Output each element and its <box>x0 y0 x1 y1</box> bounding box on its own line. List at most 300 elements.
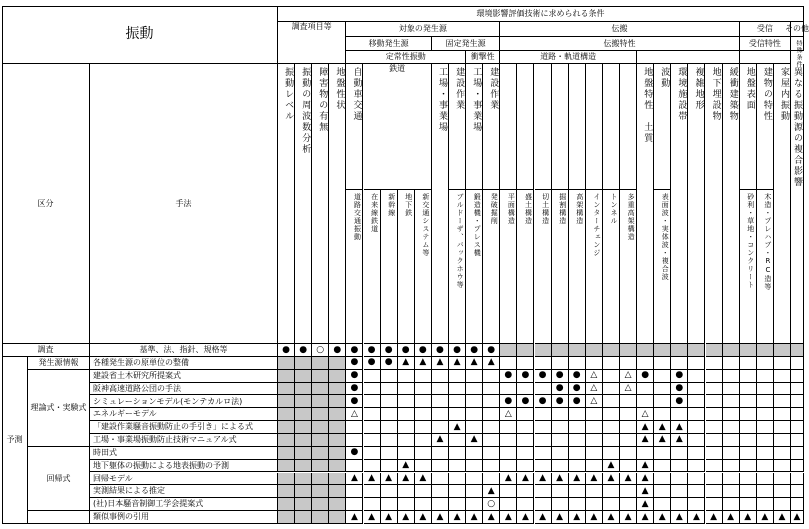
col-head-20 <box>620 64 637 190</box>
mark-13-27: ▲ <box>740 511 757 524</box>
mark-11-8 <box>415 485 432 498</box>
mark-13-29: ▲ <box>774 511 791 524</box>
mark-11-6 <box>381 485 398 498</box>
mark-8-18 <box>586 447 603 460</box>
mark-12-20 <box>620 498 637 511</box>
mark-2-19 <box>603 370 620 383</box>
mark-6-7 <box>398 421 415 434</box>
mark-11-21: ▲ <box>637 485 654 498</box>
mark-11-26 <box>723 485 740 498</box>
mark-0-22 <box>654 344 671 357</box>
mark-8-29 <box>774 447 791 460</box>
mark-6-24 <box>688 421 705 434</box>
mark-12-15 <box>535 498 552 511</box>
mark-6-25 <box>706 421 723 434</box>
col-sub-4: 道路交通振動 <box>346 190 363 344</box>
mark-5-26 <box>723 408 740 421</box>
col-head-18 <box>586 64 603 190</box>
mark-1-25 <box>706 357 723 370</box>
mark-6-23: ▲ <box>671 421 688 434</box>
mark-0-18 <box>586 344 603 357</box>
mark-9-22 <box>654 460 671 473</box>
mark-11-7 <box>398 485 415 498</box>
mark-9-5 <box>364 460 381 473</box>
mark-2-13: ● <box>500 370 517 383</box>
mark-0-24 <box>688 344 705 357</box>
mark-10-20: ▲ <box>620 473 637 486</box>
mark-1-3 <box>329 357 346 370</box>
mark-5-5 <box>364 408 381 421</box>
mark-0-0: ● <box>278 344 295 357</box>
mark-5-4: △ <box>346 408 363 421</box>
mark-3-10 <box>449 383 466 396</box>
mark-2-11 <box>466 370 483 383</box>
mark-10-13: ▲ <box>500 473 517 486</box>
mark-3-29 <box>774 383 791 396</box>
mark-12-6 <box>381 498 398 511</box>
mark-12-3 <box>329 498 346 511</box>
mark-5-14 <box>517 408 534 421</box>
mark-13-17: ▲ <box>569 511 586 524</box>
mark-3-26 <box>723 383 740 396</box>
mark-2-8 <box>415 370 432 383</box>
mark-1-13 <box>500 357 517 370</box>
mark-0-7: ● <box>398 344 415 357</box>
mark-10-5: ▲ <box>364 473 381 486</box>
mark-3-20: △ <box>620 383 637 396</box>
mark-4-8 <box>415 395 432 408</box>
mark-9-2 <box>312 460 329 473</box>
mark-9-6 <box>381 460 398 473</box>
mark-11-20 <box>620 485 637 498</box>
col-sub-5: 在来線鉄道 <box>364 190 381 344</box>
mark-5-25 <box>706 408 723 421</box>
mark-11-19 <box>603 485 620 498</box>
mark-3-11 <box>466 383 483 396</box>
col-head-0: 振動レベル <box>278 64 295 344</box>
mark-13-23: ▲ <box>671 511 688 524</box>
mark-6-11 <box>466 421 483 434</box>
mark-6-5 <box>364 421 381 434</box>
mark-5-6 <box>381 408 398 421</box>
mark-1-16 <box>552 357 569 370</box>
mark-7-0 <box>278 434 295 447</box>
mark-11-4 <box>346 485 363 498</box>
group-ido: 移動発生源 <box>346 37 432 51</box>
mark-9-27 <box>740 460 757 473</box>
col-head-23: 環境施設帯 <box>671 64 688 344</box>
mark-10-23 <box>671 473 688 486</box>
mark-3-27 <box>740 383 757 396</box>
mark-12-23 <box>671 498 688 511</box>
mark-8-17 <box>569 447 586 460</box>
mark-7-25 <box>706 434 723 447</box>
mark-0-6: ● <box>381 344 398 357</box>
mark-0-28 <box>757 344 774 357</box>
method-10: 回帰モデル <box>90 473 278 486</box>
method-1: 各種発生源の原単位の整備 <box>90 357 278 370</box>
mark-6-10: ▲ <box>449 421 466 434</box>
mark-1-23 <box>671 357 688 370</box>
mark-13-16: ▲ <box>552 511 569 524</box>
mark-13-5: ▲ <box>364 511 381 524</box>
mark-0-30 <box>791 344 804 357</box>
mark-6-16 <box>552 421 569 434</box>
group-denpan-blank <box>637 51 740 64</box>
mark-10-3 <box>329 473 346 486</box>
mark-0-27 <box>740 344 757 357</box>
method-11: 実測結果による推定 <box>90 485 278 498</box>
mark-8-10 <box>449 447 466 460</box>
mark-6-27 <box>740 421 757 434</box>
mark-4-18: △ <box>586 395 603 408</box>
mark-1-0 <box>278 357 295 370</box>
mark-5-16 <box>552 408 569 421</box>
mark-0-12: ● <box>483 344 500 357</box>
mark-11-13 <box>500 485 517 498</box>
mark-3-21 <box>637 383 654 396</box>
mark-2-3 <box>329 370 346 383</box>
mark-8-0 <box>278 447 295 460</box>
mark-2-30 <box>791 370 804 383</box>
col-sub-11: 鍛造機・プレス機 <box>466 190 483 344</box>
mark-0-5: ● <box>364 344 381 357</box>
mark-7-30 <box>791 434 804 447</box>
mark-4-26 <box>723 395 740 408</box>
mark-10-14: ▲ <box>517 473 534 486</box>
mark-7-15 <box>535 434 552 447</box>
table-title: 振動 <box>2 6 278 64</box>
mark-1-9: ▲ <box>432 357 449 370</box>
mark-10-22 <box>654 473 671 486</box>
mark-5-15 <box>535 408 552 421</box>
mark-13-22: ▲ <box>654 511 671 524</box>
mark-6-14 <box>517 421 534 434</box>
group-chousa-koumoku: 調査項目等 <box>278 22 346 64</box>
mark-2-25 <box>706 370 723 383</box>
mark-4-22 <box>654 395 671 408</box>
mark-12-18 <box>586 498 603 511</box>
mark-5-29 <box>774 408 791 421</box>
col-head-28: 建物の特性 <box>757 64 774 190</box>
mark-2-7 <box>398 370 415 383</box>
mark-3-25 <box>706 383 723 396</box>
mark-9-28 <box>757 460 774 473</box>
group-label-hasseigen: 発生源情報 <box>28 357 90 370</box>
mark-0-1: ● <box>295 344 312 357</box>
mark-4-27 <box>740 395 757 408</box>
col-sub-6: 新幹線 <box>381 190 398 344</box>
mark-6-12 <box>483 421 500 434</box>
mark-13-6: ▲ <box>381 511 398 524</box>
group-tetsudo: 鉄道 <box>364 64 432 190</box>
mark-4-16: ● <box>552 395 569 408</box>
mark-10-28 <box>757 473 774 486</box>
mark-5-1 <box>295 408 312 421</box>
mark-12-12: ○ <box>483 498 500 511</box>
mark-9-16 <box>552 460 569 473</box>
mark-12-19 <box>603 498 620 511</box>
group-sonota: その他 <box>791 22 804 37</box>
method-2: 建設省土木研究所提案式 <box>90 370 278 383</box>
mark-4-25 <box>706 395 723 408</box>
mark-3-23: ● <box>671 383 688 396</box>
mark-1-11: ▲ <box>466 357 483 370</box>
mark-3-3 <box>329 383 346 396</box>
mark-9-12 <box>483 460 500 473</box>
mark-6-8 <box>415 421 432 434</box>
mark-13-24: ▲ <box>688 511 705 524</box>
method-9: 地下躯体の振動による地表振動の予測 <box>90 460 278 473</box>
col-sub-14: 盛土構造 <box>517 190 534 344</box>
mark-11-1 <box>295 485 312 498</box>
mark-13-11: ▲ <box>466 511 483 524</box>
mark-12-8 <box>415 498 432 511</box>
mark-5-12 <box>483 408 500 421</box>
mark-5-2 <box>312 408 329 421</box>
group-kotei: 固定発生源 <box>432 37 500 51</box>
col-head-27: 地盤表面 <box>740 64 757 190</box>
mark-5-8 <box>415 408 432 421</box>
mark-1-26 <box>723 357 740 370</box>
mark-4-29 <box>774 395 791 408</box>
mark-4-20 <box>620 395 637 408</box>
mark-13-2 <box>312 511 329 524</box>
mark-4-21 <box>637 395 654 408</box>
mark-8-13 <box>500 447 517 460</box>
mark-8-28 <box>757 447 774 460</box>
mark-8-9 <box>432 447 449 460</box>
mark-8-4: ● <box>346 447 363 460</box>
mark-5-30 <box>791 408 804 421</box>
mark-12-2 <box>312 498 329 511</box>
mark-3-18: △ <box>586 383 603 396</box>
col-sub-12: 発破掘削 <box>483 190 500 344</box>
mark-10-21: ▲ <box>637 473 654 486</box>
yosoku-label: 予測 <box>2 357 28 524</box>
mark-8-11 <box>466 447 483 460</box>
mark-12-29 <box>774 498 791 511</box>
mark-0-19 <box>603 344 620 357</box>
mark-12-7 <box>398 498 415 511</box>
col-head-3: 地盤性状 <box>329 64 346 344</box>
mark-11-29 <box>774 485 791 498</box>
mark-1-28 <box>757 357 774 370</box>
method-7: 工場・事業場振動防止技術マニュアル式 <box>90 434 278 447</box>
col-head-24: 複雑地形 <box>688 64 705 344</box>
col-sub-18: インターチェンジ <box>586 190 603 344</box>
mark-2-17: ● <box>569 370 586 383</box>
mark-1-8: ▲ <box>415 357 432 370</box>
mark-6-2 <box>312 421 329 434</box>
mark-3-28 <box>757 383 774 396</box>
mark-7-5 <box>364 434 381 447</box>
mark-12-11 <box>466 498 483 511</box>
col-sub-19: トンネル <box>603 190 620 344</box>
mark-2-10 <box>449 370 466 383</box>
mark-2-0 <box>278 370 295 383</box>
col-sub-17: 高架構造 <box>569 190 586 344</box>
mark-6-28 <box>757 421 774 434</box>
mark-13-0 <box>278 511 295 524</box>
mark-2-12 <box>483 370 500 383</box>
mark-12-5 <box>364 498 381 511</box>
mark-2-16: ● <box>552 370 569 383</box>
mark-2-26 <box>723 370 740 383</box>
mark-12-10 <box>449 498 466 511</box>
mark-12-4 <box>346 498 363 511</box>
mark-1-14 <box>517 357 534 370</box>
mark-13-10: ▲ <box>449 511 466 524</box>
mark-11-16 <box>552 485 569 498</box>
mark-6-0 <box>278 421 295 434</box>
mark-0-11: ● <box>466 344 483 357</box>
mark-7-18 <box>586 434 603 447</box>
mark-7-20 <box>620 434 637 447</box>
mark-9-11 <box>466 460 483 473</box>
mark-4-15: ● <box>535 395 552 408</box>
mark-7-22: ▲ <box>654 434 671 447</box>
mark-8-21 <box>637 447 654 460</box>
group-shougeki: 衝撃性 <box>466 51 500 64</box>
mark-5-23 <box>671 408 688 421</box>
mark-2-21: ● <box>637 370 654 383</box>
mark-10-6: ▲ <box>381 473 398 486</box>
mark-3-6 <box>381 383 398 396</box>
mark-11-5 <box>364 485 381 498</box>
mark-8-12 <box>483 447 500 460</box>
mark-12-16 <box>552 498 569 511</box>
col-head-14 <box>517 64 534 190</box>
mark-10-4: ▲ <box>346 473 363 486</box>
mark-5-28 <box>757 408 774 421</box>
mark-3-30 <box>791 383 804 396</box>
group-tokushu: 特殊条件 <box>791 37 804 51</box>
col-head-19 <box>603 64 620 190</box>
col-head-13 <box>500 64 517 190</box>
mark-7-13 <box>500 434 517 447</box>
mark-2-9 <box>432 370 449 383</box>
mark-7-27 <box>740 434 757 447</box>
mark-12-28 <box>757 498 774 511</box>
col-sub-10: ブルドーザ、バックホウ等 <box>449 190 466 344</box>
mark-1-27 <box>740 357 757 370</box>
col-head-15 <box>535 64 552 190</box>
mark-5-22 <box>654 408 671 421</box>
mark-11-3 <box>329 485 346 498</box>
col-sub-13: 平面構造 <box>500 190 517 344</box>
mark-3-16: ● <box>552 383 569 396</box>
mark-2-4: ● <box>346 370 363 383</box>
mark-13-8: ▲ <box>415 511 432 524</box>
mark-5-13: △ <box>500 408 517 421</box>
mark-9-8 <box>415 460 432 473</box>
mark-5-7 <box>398 408 415 421</box>
mark-8-26 <box>723 447 740 460</box>
mark-10-29 <box>774 473 791 486</box>
mark-13-1 <box>295 511 312 524</box>
mark-3-2 <box>312 383 329 396</box>
mark-7-4 <box>346 434 363 447</box>
mark-2-5 <box>364 370 381 383</box>
mark-12-13 <box>500 498 517 511</box>
mark-7-26 <box>723 434 740 447</box>
mark-12-0 <box>278 498 295 511</box>
mark-9-25 <box>706 460 723 473</box>
mark-0-14 <box>517 344 534 357</box>
mark-5-17 <box>569 408 586 421</box>
mark-7-14 <box>517 434 534 447</box>
mark-10-1 <box>295 473 312 486</box>
mark-9-10 <box>449 460 466 473</box>
col-head-16 <box>552 64 569 190</box>
mark-6-1 <box>295 421 312 434</box>
mark-3-22 <box>654 383 671 396</box>
method-0: 基準、法、指針、規格等 <box>90 344 278 357</box>
method-6: 「建設作業騒音振動防止の手引き」による式 <box>90 421 278 434</box>
mark-8-8 <box>415 447 432 460</box>
mark-6-19 <box>603 421 620 434</box>
mark-10-15: ▲ <box>535 473 552 486</box>
mark-2-24 <box>688 370 705 383</box>
group-label-kaiki: 回帰式 <box>28 447 90 511</box>
col-sub-22: 表面波・実体波・複合波 <box>654 190 671 344</box>
mark-6-17 <box>569 421 586 434</box>
group-denpan: 伝搬 <box>500 22 739 37</box>
mark-9-24 <box>688 460 705 473</box>
mark-4-19 <box>603 395 620 408</box>
mark-4-28 <box>757 395 774 408</box>
mark-9-7: ▲ <box>398 460 415 473</box>
mark-0-23 <box>671 344 688 357</box>
mark-8-7 <box>398 447 415 460</box>
mark-9-20 <box>620 460 637 473</box>
mark-3-12 <box>483 383 500 396</box>
mark-7-24 <box>688 434 705 447</box>
mark-1-15 <box>535 357 552 370</box>
col-head-21: 地盤特性 土質 <box>637 64 654 344</box>
mark-0-9: ● <box>432 344 449 357</box>
mark-1-17 <box>569 357 586 370</box>
mark-0-2: ○ <box>312 344 329 357</box>
group-label-riron: 理論式・実験式 <box>28 370 90 447</box>
mark-13-13: ▲ <box>500 511 517 524</box>
mark-13-30: ▲ <box>791 511 804 524</box>
col-head-11: 工場・事業場 <box>466 64 483 190</box>
mark-10-9 <box>432 473 449 486</box>
col-sub-7: 地下鉄 <box>398 190 415 344</box>
mark-13-9: ▲ <box>432 511 449 524</box>
mark-5-19 <box>603 408 620 421</box>
mark-11-17 <box>569 485 586 498</box>
mark-7-3 <box>329 434 346 447</box>
mark-4-11 <box>466 395 483 408</box>
group-juyo-blank <box>740 51 791 64</box>
mark-6-4 <box>346 421 363 434</box>
mark-10-30 <box>791 473 804 486</box>
mark-12-22 <box>654 498 671 511</box>
mark-3-1 <box>295 383 312 396</box>
mark-8-5 <box>364 447 381 460</box>
mark-4-4: ● <box>346 395 363 408</box>
mark-9-17 <box>569 460 586 473</box>
mark-2-14: ● <box>517 370 534 383</box>
mark-2-15: ● <box>535 370 552 383</box>
mark-11-9 <box>432 485 449 498</box>
mark-13-18: ▲ <box>586 511 603 524</box>
group-doro-kiban: 道路・軌道構造 <box>500 51 637 64</box>
mark-0-15 <box>535 344 552 357</box>
